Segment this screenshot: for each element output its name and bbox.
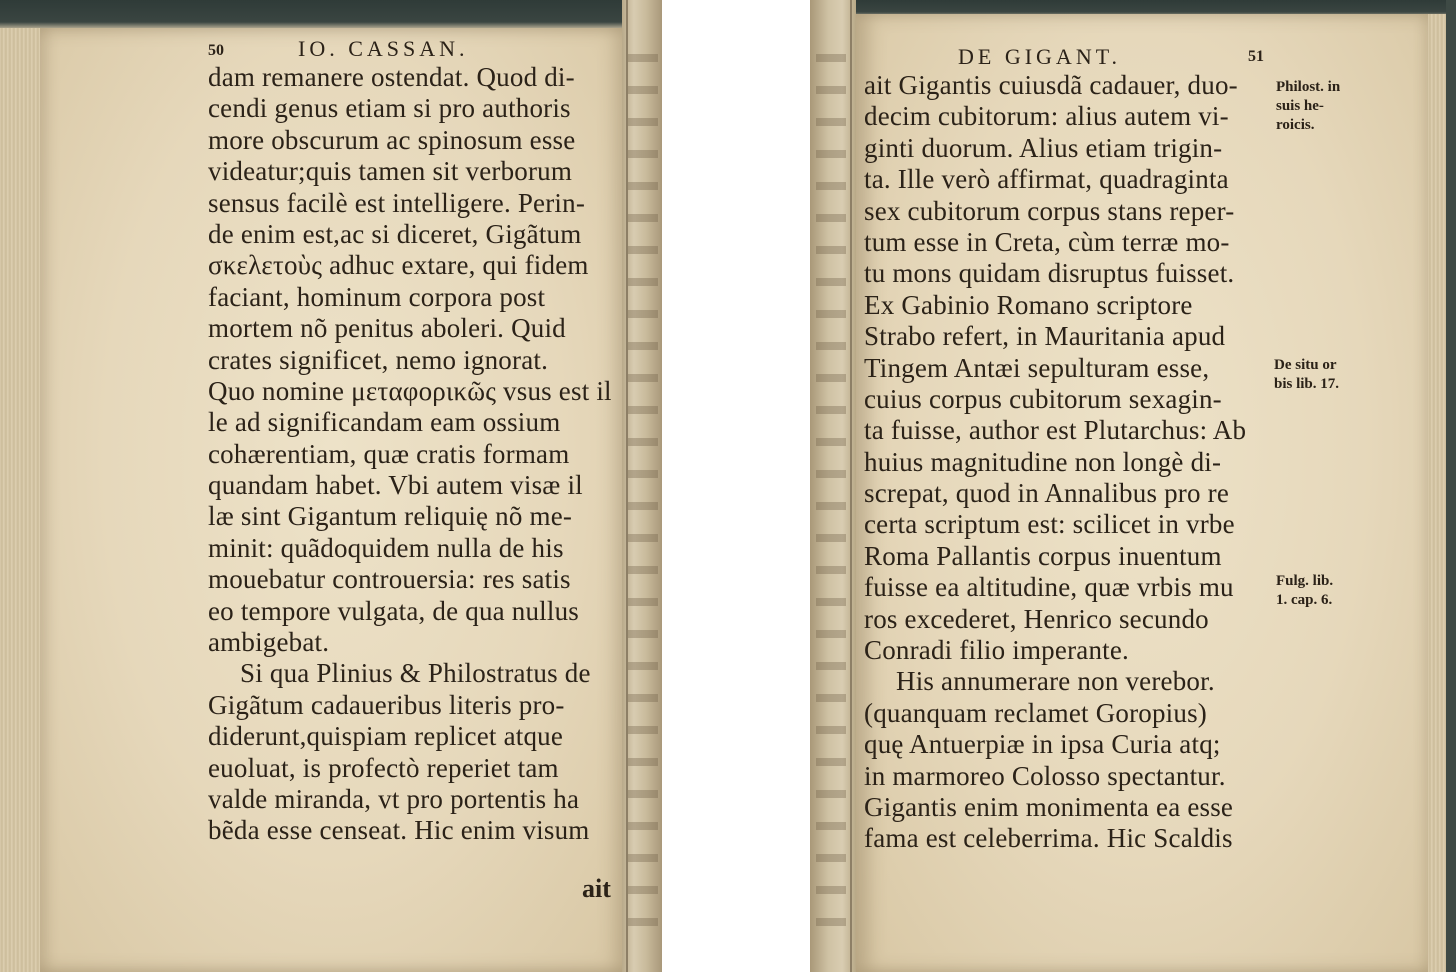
margin-note-line: Fulg. lib. (1276, 573, 1334, 589)
text-line: minit: quãdoquidem nulla de his (208, 532, 564, 563)
text-line: cohærentiam, quæ cratis formam (208, 438, 570, 469)
margin-note-line: roicis. (1276, 117, 1315, 133)
text-line: Quo nomine μεταφορικῶς vsus est il (208, 375, 612, 406)
book-cover-edge (1446, 0, 1456, 972)
text-line: ta fuisse, author est Plutarchus: Ab (864, 415, 1247, 446)
text-line: His annumerare non verebor. (896, 666, 1215, 697)
page-edges (0, 28, 43, 972)
text-line: bẽda esse censeat. Hic enim visum (208, 815, 590, 846)
text-line: euoluat, is profectò reperiet tam (208, 752, 559, 783)
text-line: faciant, hominum corpora post (208, 281, 546, 312)
text-line: valde miranda, vt pro portentis ha (208, 783, 580, 814)
text-line: tu mons quidam disruptus fuisset. (864, 258, 1235, 289)
text-line: screpat, quod in Annalibus pro re (864, 478, 1230, 509)
text-line: mouebatur controuersia: res satis (208, 564, 571, 595)
text-line: in marmoreo Colosso spectantur. (864, 760, 1226, 791)
text-line: Conradi filio imperante. (864, 635, 1129, 666)
text-line: Gigantis enim monimenta ea esse (864, 791, 1234, 822)
margin-note-line: suis he- (1276, 98, 1324, 114)
right-page-scan (810, 0, 1456, 972)
text-line: eo tempore vulgata, de qua nullus (208, 595, 579, 626)
text-line: Ex Gabinio Romano scriptore (864, 289, 1193, 320)
text-line: fama est celeberrima. Hic Scaldis (864, 823, 1233, 854)
text-line: ginti duorum. Alius etiam trigin- (864, 132, 1223, 163)
text-line: cendi genus etiam si pro authoris (208, 93, 571, 124)
facing-page-bleed (628, 40, 658, 940)
margin-note (1276, 572, 1333, 610)
margin-note-line: bis lib. 17. (1274, 376, 1340, 392)
margin-note-line: De situ or (1274, 357, 1337, 373)
text-line: cuius corpus cubitorum sexagin- (864, 383, 1222, 414)
margin-note-line: 1. cap. 6. (1276, 592, 1333, 608)
facing-page-bleed (816, 40, 846, 940)
text-line: le ad significandam eam ossium (208, 407, 561, 438)
margin-note-line: Philost. in (1276, 79, 1341, 95)
text-line: Tingem Antæi sepulturam esse, (864, 352, 1210, 383)
text-line: de enim est,ac si diceret, Gigãtum (208, 218, 582, 249)
text-line: ambigebat. (208, 627, 330, 658)
right-page-body (864, 70, 1266, 855)
text-line: huius magnitudine non longè di- (864, 446, 1222, 477)
page-number: 51 (1248, 48, 1264, 65)
left-page-scan (0, 0, 662, 972)
text-line: Gigãtum cadaueribus literis pro- (208, 689, 565, 720)
text-line: videatur;quis tamen sit verborum (208, 156, 573, 187)
margin-note (1274, 356, 1339, 394)
text-line: σκελετοὺς adhuc extare, qui fidem (208, 250, 589, 281)
text-line: ait Gigantis cuiusdã cadauer, duo- (864, 70, 1238, 100)
text-line: diderunt,quispiam replicet atque (208, 721, 564, 752)
text-line: sex cubitorum corpus stans reper- (864, 195, 1235, 226)
text-line: quę Antuerpiæ in ipsa Curia atq; (864, 729, 1221, 760)
catchword: ait (582, 874, 611, 903)
text-line: sensus facilè est intelligere. Perin- (208, 187, 586, 218)
text-line: crates significet, nemo ignorat. (208, 344, 549, 375)
running-head: IO. CASSAN. (298, 36, 469, 61)
text-line: læ sint Gigantum reliquię nõ me- (208, 501, 573, 532)
text-line: fuisse ea altitudine, quæ vrbis mu (864, 572, 1234, 603)
left-page-body (208, 62, 618, 847)
page-number: 50 (208, 42, 224, 59)
text-line: ros excederet, Henrico secundo (864, 603, 1209, 634)
page-edges (1428, 14, 1448, 972)
text-line: quandam habet. Vbi autem visæ il (208, 470, 583, 501)
text-line: ta. Ille verò affirmat, quadraginta (864, 164, 1229, 195)
text-line: dam remanere ostendat. Quod di- (208, 62, 575, 92)
text-line: decim cubitorum: alius autem vi- (864, 101, 1229, 132)
text-line: tum esse in Creta, cùm terræ mo- (864, 226, 1230, 257)
text-line: mortem nõ penitus aboleri. Quid (208, 313, 566, 344)
text-line: Strabo refert, in Mauritania apud (864, 321, 1226, 352)
margin-note (1276, 78, 1340, 135)
text-line: certa scriptum est: scilicet in vrbe (864, 509, 1235, 540)
gutter-fold (850, 0, 852, 972)
text-line: (quanquam reclamet Goropius) (864, 697, 1207, 728)
text-line: more obscurum ac spinosum esse (208, 124, 576, 155)
running-head: DE GIGANT. (958, 44, 1122, 69)
text-line: Si qua Plinius & Philostratus de (240, 658, 591, 689)
text-line: Roma Pallantis corpus inuentum (864, 540, 1222, 571)
